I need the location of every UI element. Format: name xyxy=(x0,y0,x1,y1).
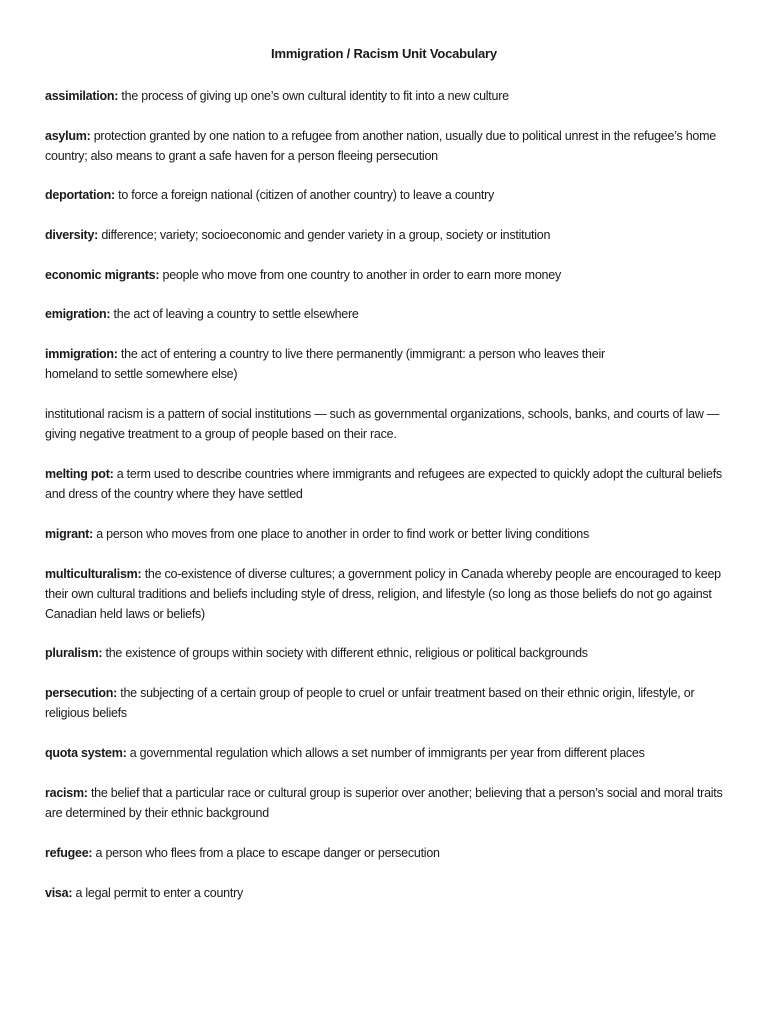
vocab-entry-refugee xyxy=(45,843,735,863)
vocab-entry-economic-migrants xyxy=(45,265,735,285)
vocab-entry-melting-pot xyxy=(45,464,735,504)
vocab-entry-visa xyxy=(45,883,735,903)
vocabulary-list xyxy=(45,86,735,903)
vocab-definition: a legal permit to enter a country xyxy=(72,886,244,900)
vocab-definition: difference; variety; socioeconomic and gender variety in a group, society or institution xyxy=(98,228,551,242)
vocab-entry-racism xyxy=(45,783,735,823)
vocab-term: persecution: xyxy=(45,686,118,700)
vocab-term: visa: xyxy=(45,886,73,900)
vocab-entry-multiculturalism xyxy=(45,564,735,624)
vocab-term: deportation: xyxy=(45,188,115,202)
vocab-term: immigration: xyxy=(45,347,118,361)
vocab-definition: the act of leaving a country to settle elsewhere xyxy=(110,307,359,321)
vocab-term: pluralism: xyxy=(45,646,103,660)
vocab-term: refugee: xyxy=(45,846,93,860)
vocab-term: assimilation: xyxy=(45,89,119,103)
vocab-definition: the existence of groups within society with different ethnic, religious or political backgrounds xyxy=(102,646,588,660)
vocab-definition: the co-existence of diverse cultures; a government policy in Canada whereby people are encouraged to keep their own cultural traditions and beliefs including style of dress, religion, and lifestyle (so long as those beliefs do not go against Canadian held laws or beliefs) xyxy=(45,567,721,621)
vocab-definition: the act of entering a country to live there permanently (immigrant: a person who leaves their homeland to settle somewhere else) xyxy=(45,347,605,381)
page-title: Immigration / Racism Unit Vocabulary xyxy=(271,46,497,61)
vocab-definition: protection granted by one nation to a refugee from another nation, usually due to political unrest in the refugee’s home country; also means to grant a safe haven for a person fleeing persecution xyxy=(45,129,716,163)
vocab-definition: a governmental regulation which allows a set number of immigrants per year from different places xyxy=(126,746,645,760)
vocab-entry-asylum xyxy=(45,126,735,166)
vocab-term: diversity: xyxy=(45,228,99,242)
vocab-definition: a person who flees from a place to escape danger or persecution xyxy=(92,846,440,860)
vocab-definition: a person who moves from one place to another in order to find work or better living conditions xyxy=(93,527,589,541)
vocab-entry-migrant xyxy=(45,524,735,544)
vocab-entry-quota-system xyxy=(45,743,735,763)
vocab-definition: institutional racism is a pattern of social institutions — such as governmental organizations, schools, banks, and courts of law — giving negative treatment to a group of people based on their race. xyxy=(45,407,720,441)
vocab-definition: to force a foreign national (citizen of another country) to leave a country xyxy=(114,188,495,202)
vocab-entry-assimilation xyxy=(45,86,735,106)
vocab-definition: the belief that a particular race or cultural group is superior over another; believing that a person’s social and moral traits are determined by their ethnic background xyxy=(45,786,723,820)
vocab-definition: the process of giving up one’s own cultural identity to fit into a new culture xyxy=(118,89,509,103)
vocab-term: migrant: xyxy=(45,527,93,541)
vocab-term: racism: xyxy=(45,786,88,800)
vocab-definition: the subjecting of a certain group of people to cruel or unfair treatment based on their ethnic origin, lifestyle, or religious beliefs xyxy=(45,686,695,720)
vocab-entry-emigration xyxy=(45,304,735,324)
vocab-entry-institutional-racism xyxy=(45,404,735,444)
vocab-term: quota system: xyxy=(45,746,127,760)
vocab-term: melting pot: xyxy=(45,467,114,481)
vocab-term: multiculturalism: xyxy=(45,567,142,581)
vocab-entry-persecution xyxy=(45,683,735,723)
vocab-definition: a term used to describe countries where immigrants and refugees are expected to quickly adopt the cultural beliefs and dress of the country where they have settled xyxy=(45,467,722,501)
vocab-definition: people who move from one country to another in order to earn more money xyxy=(159,268,561,282)
vocab-term: asylum: xyxy=(45,129,91,143)
vocab-term: emigration: xyxy=(45,307,111,321)
vocab-term: economic migrants: xyxy=(45,268,160,282)
vocab-entry-immigration xyxy=(45,344,625,384)
vocab-entry-pluralism xyxy=(45,643,735,663)
vocab-entry-deportation xyxy=(45,185,735,205)
vocab-entry-diversity xyxy=(45,225,735,245)
